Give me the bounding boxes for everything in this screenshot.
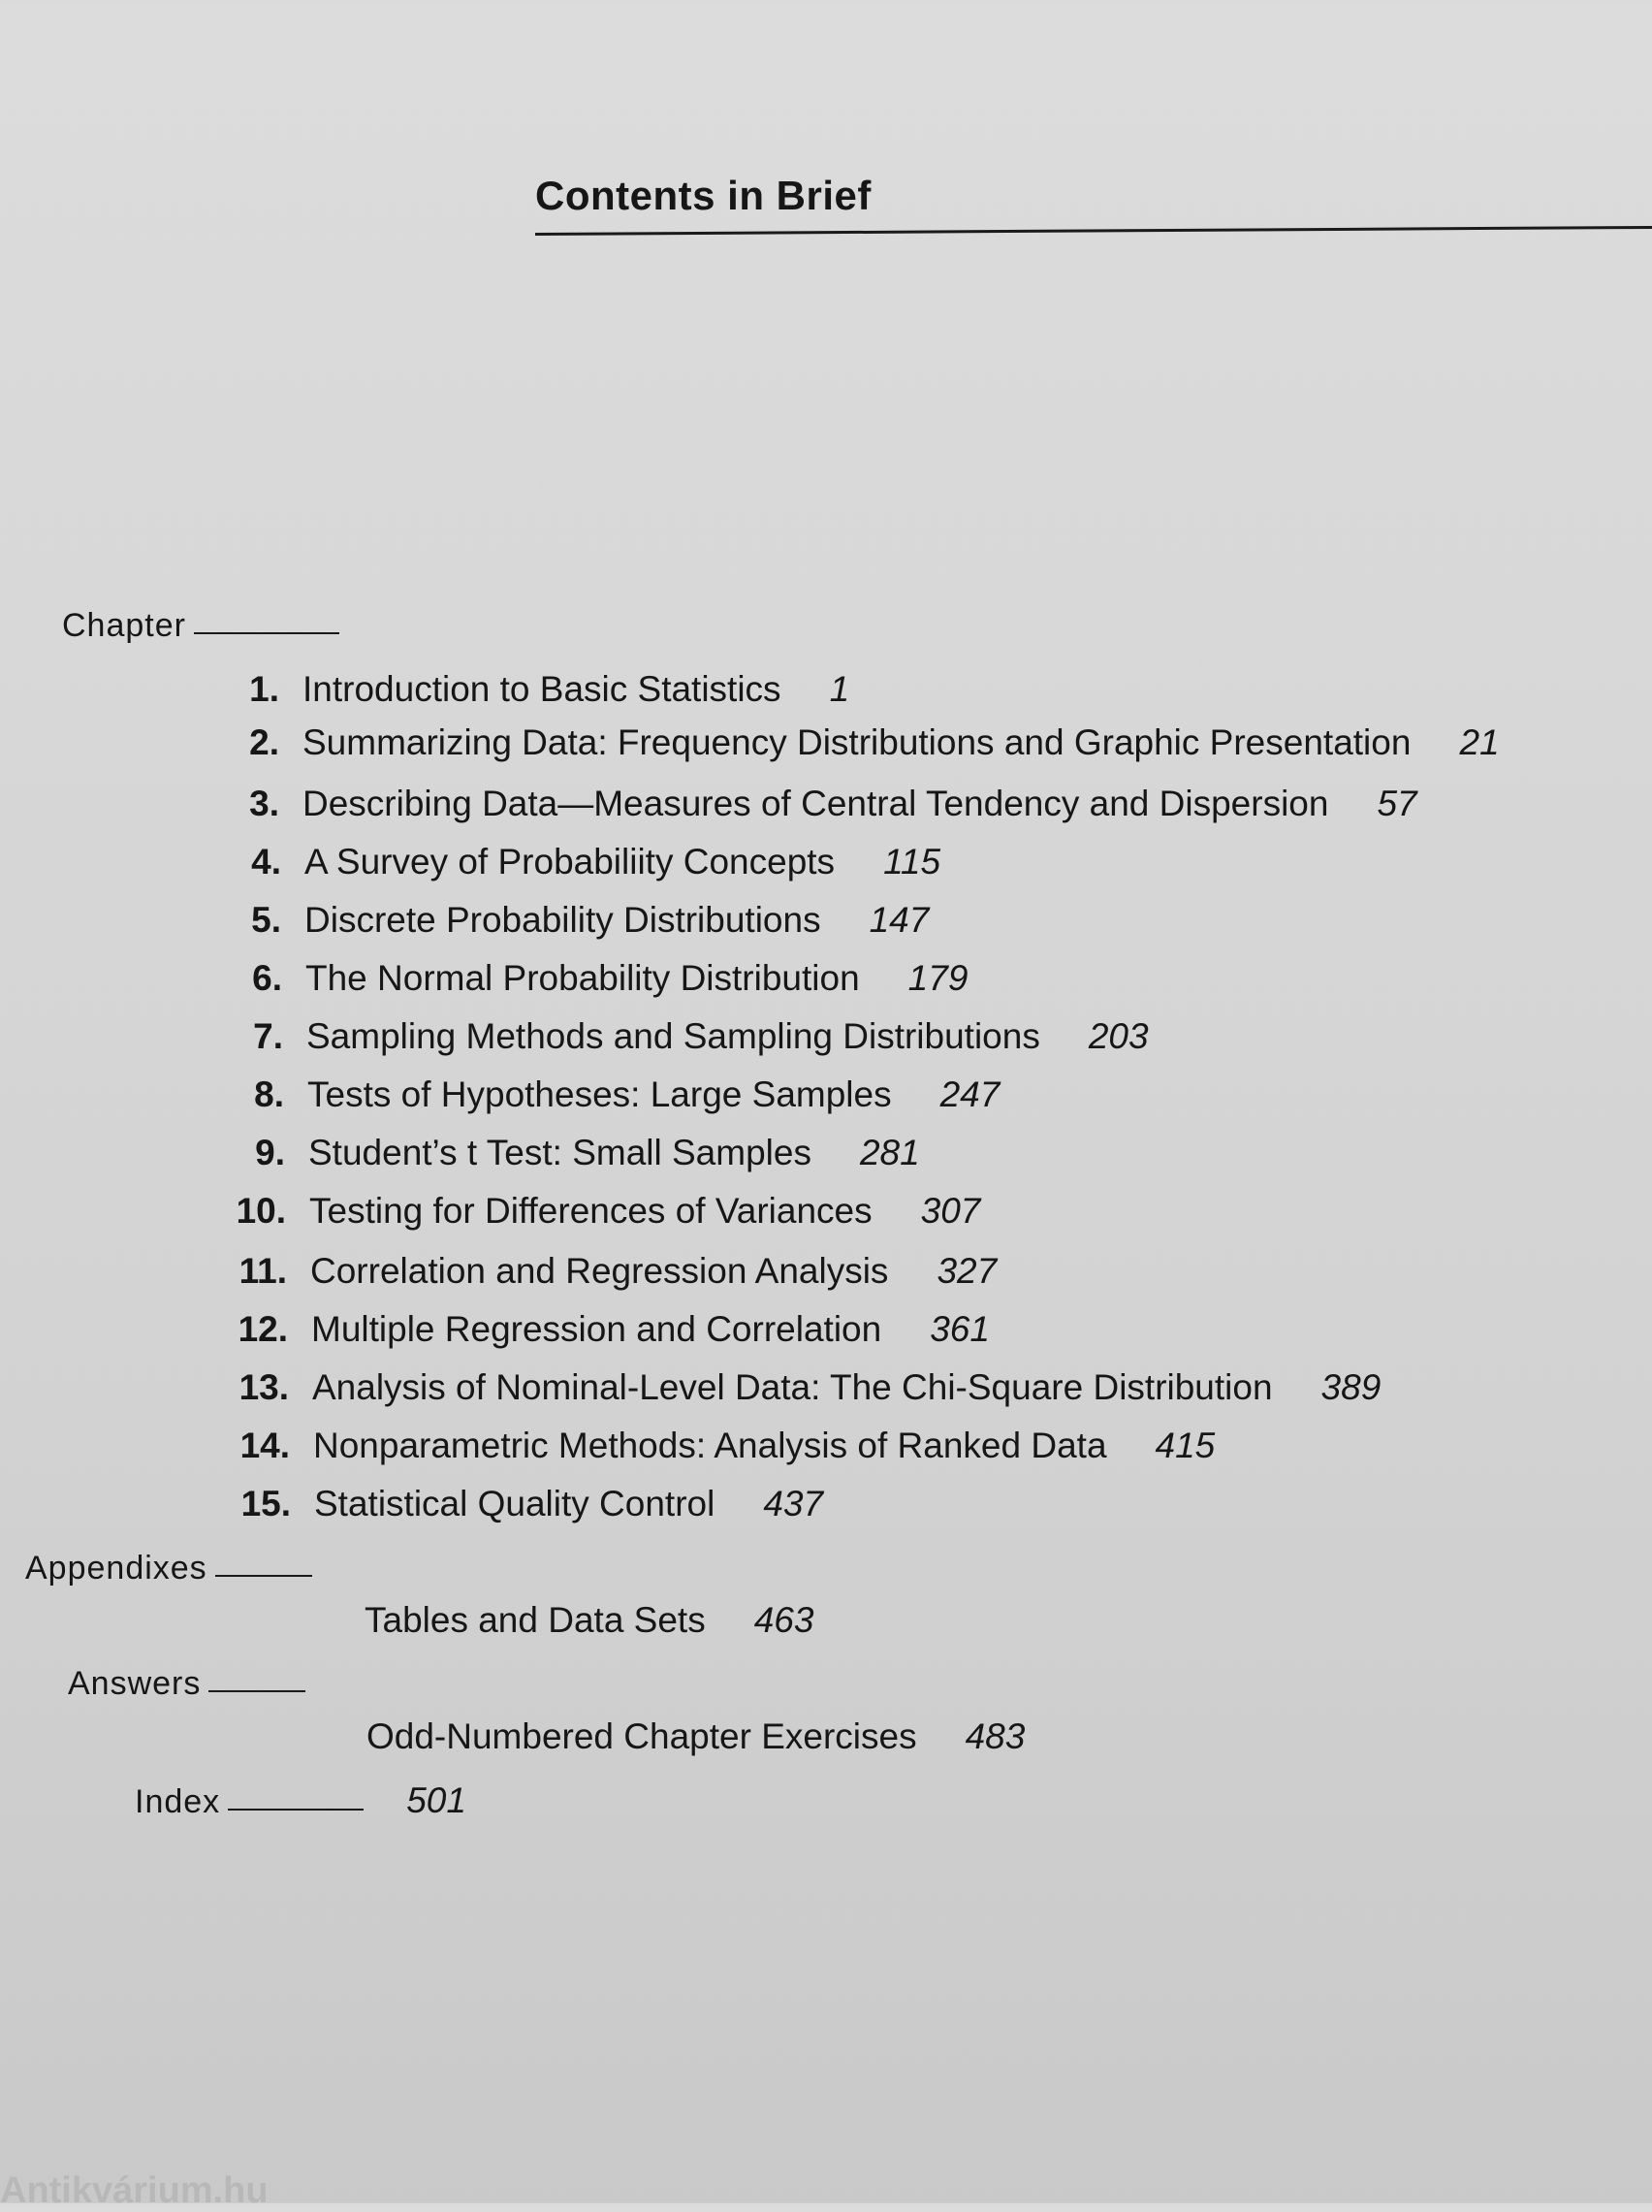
toc-entry[interactable] <box>204 1367 1381 1408</box>
toc-entry[interactable] <box>196 900 929 941</box>
chapter-number: 12. <box>238 1309 288 1349</box>
watermark: Antikvárium.hu <box>0 2170 269 2211</box>
page-title: Contents in Brief <box>535 173 872 218</box>
chapter-page: 115 <box>883 842 941 882</box>
chapter-page: 21 <box>1459 722 1500 762</box>
index-rule <box>228 1809 364 1811</box>
answers-entry[interactable] <box>366 1716 1025 1757</box>
chapter-title: Summarizing Data: Frequency Distributions and Graphic Presentation <box>302 722 1412 762</box>
answers-title: Odd-Numbered Chapter Exercises <box>366 1716 917 1756</box>
answers-page: 483 <box>965 1716 1026 1756</box>
chapter-title: The Normal Probability Distribution <box>305 958 860 998</box>
index-heading[interactable] <box>135 1780 466 1821</box>
chapter-page: 281 <box>859 1133 920 1172</box>
toc-entry[interactable] <box>194 784 1417 824</box>
appendixes-label: Appendixes <box>25 1550 207 1587</box>
toc-entry[interactable] <box>197 958 968 999</box>
toc-entry[interactable] <box>198 1016 1149 1057</box>
chapter-title: Correlation and Regression Analysis <box>310 1251 889 1291</box>
chapter-number: 11. <box>238 1251 287 1291</box>
appendixes-page: 463 <box>753 1600 814 1640</box>
toc-entry[interactable] <box>206 1484 823 1524</box>
chapter-title: A Survey of Probabiliity Concepts <box>304 842 836 882</box>
answers-heading <box>68 1665 305 1703</box>
chapter-page: 203 <box>1088 1016 1149 1056</box>
chapter-title: Describing Data—Measures of Central Tendency and Dispersion <box>302 784 1329 823</box>
chapter-page: 415 <box>1155 1426 1216 1465</box>
appendixes-title: Tables and Data Sets <box>365 1600 706 1640</box>
chapter-page: 361 <box>930 1309 990 1349</box>
chapter-page: 57 <box>1377 784 1417 823</box>
toc-entry[interactable] <box>205 1426 1215 1466</box>
chapter-number: 2. <box>249 722 279 762</box>
answers-label: Answers <box>68 1665 202 1702</box>
chapter-page: 247 <box>939 1074 1001 1114</box>
toc-entry[interactable] <box>203 1309 990 1350</box>
appendixes-heading <box>25 1550 312 1587</box>
chapter-label: Chapter <box>62 607 186 644</box>
chapter-title: Student’s t Test: Small Samples <box>308 1133 811 1172</box>
toc-entry[interactable] <box>199 1074 1000 1115</box>
chapter-number: 8. <box>254 1074 284 1114</box>
index-page: 501 <box>406 1780 466 1820</box>
chapter-number: 13. <box>238 1367 289 1407</box>
chapter-page: 437 <box>763 1484 824 1523</box>
chapter-number: 4. <box>251 842 281 882</box>
chapter-title: Statistical Quality Control <box>314 1484 715 1523</box>
chapter-page: 389 <box>1320 1367 1382 1407</box>
chapter-number: 10. <box>236 1191 286 1231</box>
chapter-number: 15. <box>240 1484 291 1523</box>
index-label: Index <box>135 1783 221 1820</box>
chapter-number: 14. <box>239 1426 290 1465</box>
chapter-number: 3. <box>249 784 279 823</box>
chapter-page: 147 <box>869 900 930 940</box>
chapter-title: Introduction to Basic Statistics <box>302 669 781 709</box>
toc-entry[interactable] <box>201 1191 980 1232</box>
chapter-number: 1. <box>249 669 279 709</box>
chapter-page: 179 <box>907 958 969 998</box>
toc-entry[interactable] <box>194 722 1500 763</box>
toc-entry[interactable] <box>202 1251 997 1292</box>
chapter-title: Nonparametric Methods: Analysis of Ranked Data <box>313 1426 1107 1465</box>
chapter-number: 6. <box>252 958 282 998</box>
chapter-number: 7. <box>253 1016 283 1056</box>
appendixes-entry[interactable] <box>365 1600 813 1641</box>
chapter-page: 327 <box>937 1251 998 1291</box>
toc-entry[interactable] <box>196 842 940 882</box>
toc-entry[interactable] <box>200 1133 920 1173</box>
answers-rule <box>208 1690 305 1692</box>
chapter-title: Testing for Differences of Variances <box>309 1191 873 1231</box>
appendixes-rule <box>215 1575 312 1577</box>
chapter-rule <box>194 632 339 634</box>
chapter-heading <box>62 607 339 645</box>
chapter-number: 9. <box>255 1133 285 1172</box>
chapter-title: Tests of Hypotheses: Large Samples <box>307 1074 892 1114</box>
title-rule <box>535 226 1652 236</box>
chapter-title: Discrete Probability Distributions <box>304 900 821 940</box>
toc-entry[interactable] <box>194 669 849 710</box>
chapter-page: 307 <box>920 1191 981 1231</box>
chapter-title: Analysis of Nominal-Level Data: The Chi-Square Distribution <box>312 1367 1273 1407</box>
chapter-page: 1 <box>829 669 850 709</box>
chapter-title: Multiple Regression and Correlation <box>311 1309 882 1349</box>
chapter-title: Sampling Methods and Sampling Distributions <box>306 1016 1040 1056</box>
chapter-number: 5. <box>251 900 281 940</box>
